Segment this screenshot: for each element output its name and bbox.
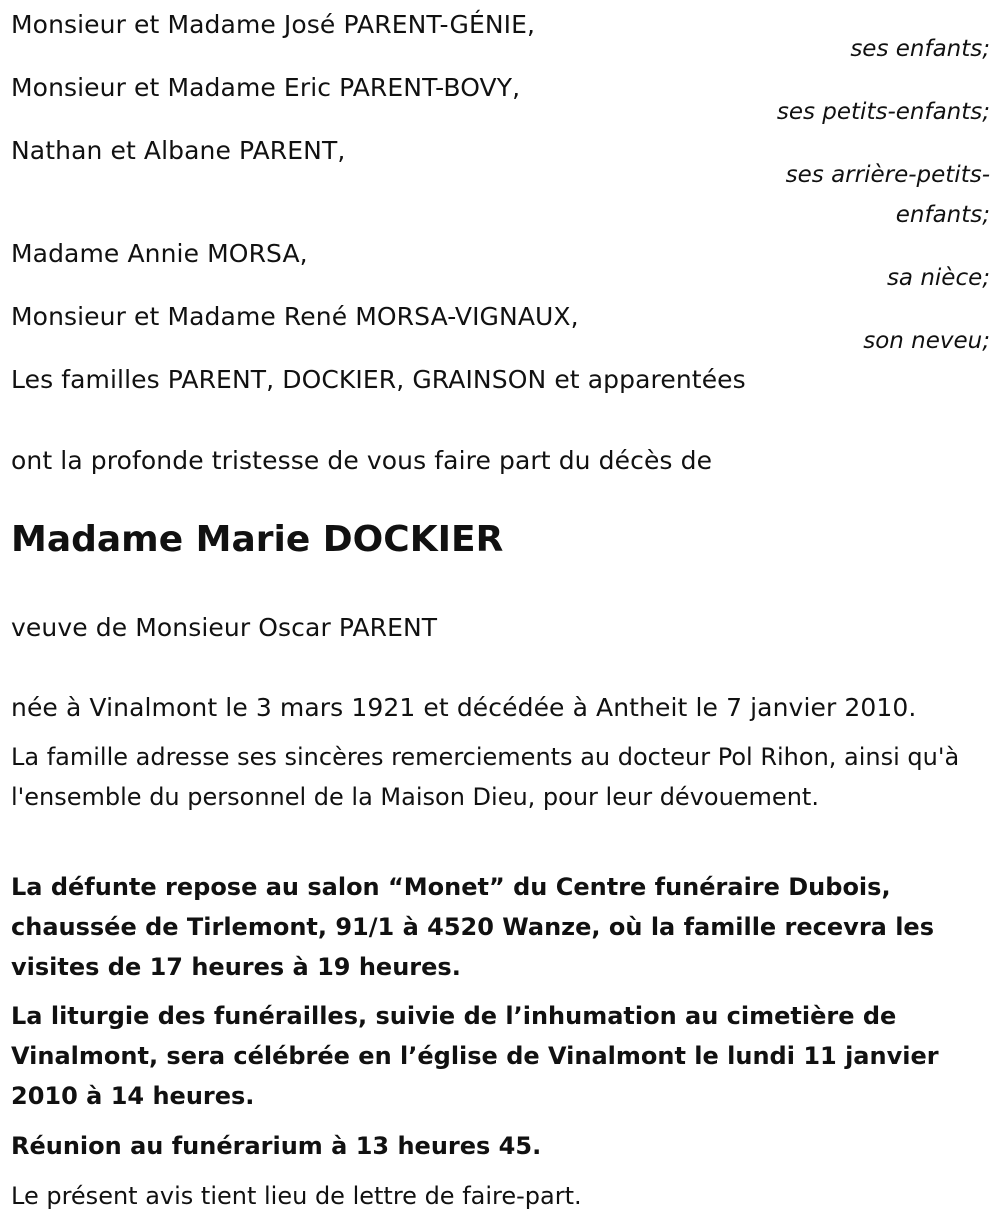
family-line-great-grandchildren: Nathan et Albane PARENT, (11, 136, 346, 165)
family-line-relatives: Les familles PARENT, DOCKIER, GRAINSON et apparentées (11, 365, 746, 394)
visitation-paragraph: La défunte repose au salon “Monet” du Centre funéraire Dubois, chaussée de Tirlemont, 91/1 à 4520 Wanze, où la famille recevra les visites de 17 heures à 19 heures. (11, 873, 934, 981)
relation-niece: sa nièce; (886, 265, 990, 291)
announcement-text: ont la profonde tristesse de vous faire part du décès de (11, 446, 713, 475)
liturgy-paragraph: La liturgie des funérailles, suivie de l’inhumation au cimetière de Vinalmont, sera célébrée en l’église de Vinalmont le lundi 11 janvier 2010 à 14 heures. (11, 1002, 939, 1110)
family-line-grandchildren: Monsieur et Madame Eric PARENT-BOVY, (11, 73, 521, 102)
notice-paragraph: Le présent avis tient lieu de lettre de faire-part. (11, 1182, 582, 1210)
family-line-nephew: Monsieur et Madame René MORSA-VIGNAUX, (11, 302, 579, 331)
relation-nephew: son neveu; (863, 328, 990, 354)
thanks-paragraph: La famille adresse ses sincères remerciements au docteur Pol Rihon, ainsi qu'à l'ensemble du personnel de la Maison Dieu, pour leur dévouement. (11, 743, 960, 811)
relation-grandchildren: ses petits-enfants; (776, 99, 990, 125)
spouse-text: veuve de Monsieur Oscar PARENT (11, 613, 438, 642)
relation-children: ses enfants; (850, 36, 990, 62)
family-line-children: Monsieur et Madame José PARENT-GÉNIE, (11, 10, 536, 39)
birth-death-dates: née à Vinalmont le 3 mars 1921 et décédée à Antheit le 7 janvier 2010. (11, 693, 917, 722)
relation-great-grandchildren-line2: enfants; (895, 202, 990, 228)
family-line-niece: Madame Annie MORSA, (11, 239, 308, 268)
meeting-paragraph: Réunion au funérarium à 13 heures 45. (11, 1132, 542, 1160)
relation-great-grandchildren-line1: ses arrière-petits- (785, 162, 990, 188)
deceased-name: Madame Marie DOCKIER (11, 519, 504, 560)
